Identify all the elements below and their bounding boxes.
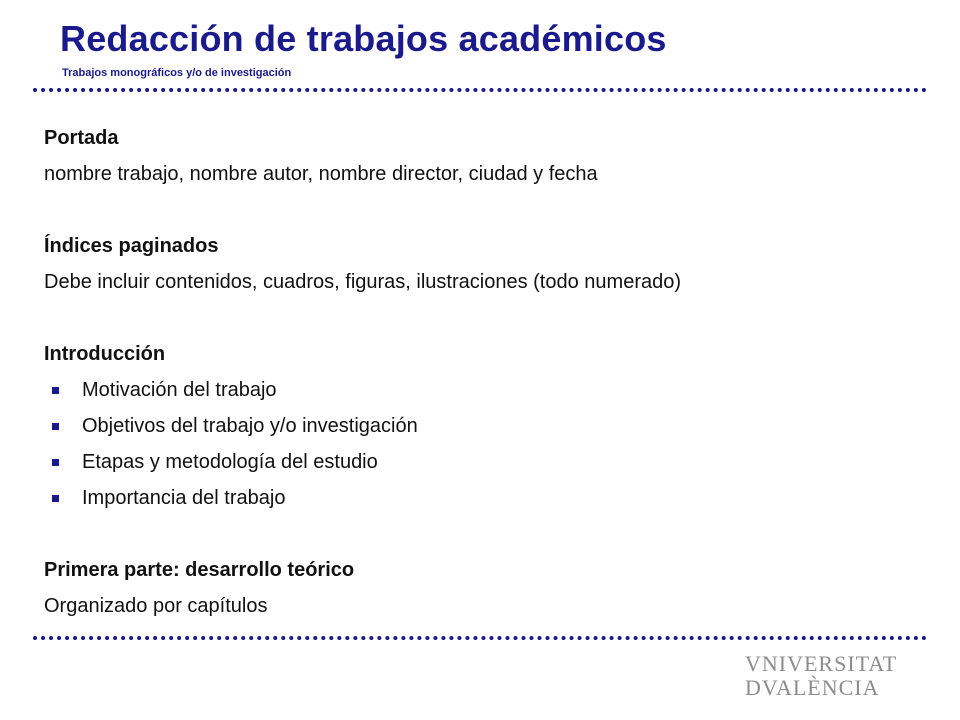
- square-bullet-icon: [52, 495, 59, 502]
- primera-parte-text: Organizado por capítulos: [44, 595, 268, 617]
- slide-content: [44, 120, 681, 624]
- bullet-text: Etapas y metodología del estudio: [82, 451, 378, 473]
- primera-parte-heading: Primera parte: desarrollo teórico: [44, 559, 355, 581]
- list-item: [44, 444, 681, 480]
- square-bullet-icon: [52, 423, 59, 430]
- top-dotted-divider: [33, 88, 927, 92]
- logo-line-1: VNIVERSITAT: [745, 651, 898, 676]
- university-logo: [745, 652, 897, 700]
- indices-heading: Índices paginados: [44, 235, 219, 257]
- bottom-dotted-divider: [33, 636, 927, 640]
- portada-heading: Portada: [44, 127, 119, 149]
- square-bullet-icon: [52, 459, 59, 466]
- bullet-text: Importancia del trabajo: [82, 487, 286, 509]
- square-bullet-icon: [52, 387, 59, 394]
- portada-text: nombre trabajo, nombre autor, nombre director, ciudad y fecha: [44, 163, 598, 185]
- introduccion-heading: Introducción: [44, 343, 166, 365]
- logo-line-2: DVALÈNCIA: [745, 675, 880, 700]
- list-item: [44, 408, 681, 444]
- list-item: [44, 372, 681, 408]
- page-title: Redacción de trabajos académicos: [60, 18, 667, 59]
- page-subtitle: Trabajos monográficos y/o de investigación: [62, 67, 292, 79]
- indices-text: Debe incluir contenidos, cuadros, figuras, ilustraciones (todo numerado): [44, 271, 682, 293]
- bullet-text: Objetivos del trabajo y/o investigación: [82, 415, 418, 437]
- bullet-text: Motivación del trabajo: [82, 379, 277, 401]
- list-item: [44, 480, 681, 516]
